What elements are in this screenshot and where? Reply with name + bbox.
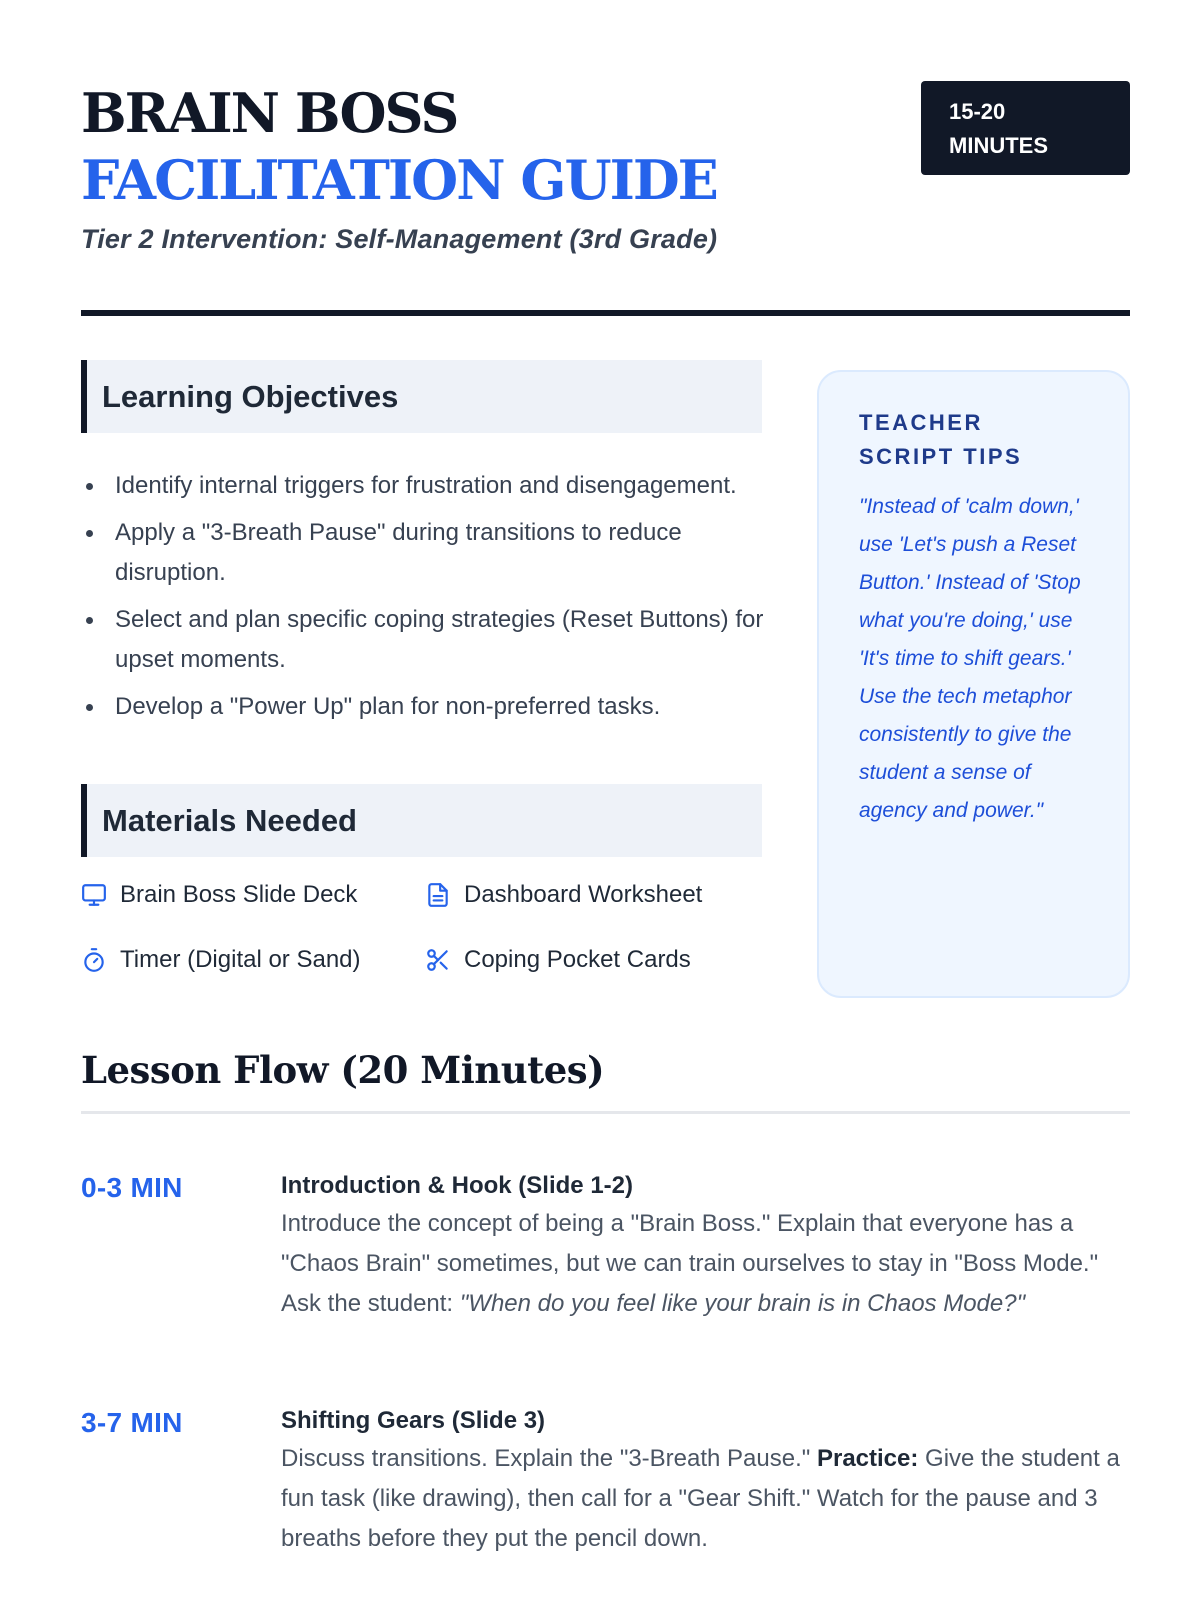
step-quote: "When do you feel like your brain is in Chaos Mode?" <box>459 1290 1026 1317</box>
step-heading: Introduction & Hook (Slide 1-2) <box>281 1172 633 1199</box>
guide-header <box>81 78 1130 314</box>
objective-item: Select and plan specific coping strategies (Reset Buttons) for upset moments. <box>81 600 781 680</box>
objectives-list <box>81 466 781 734</box>
objective-item: Apply a "3-Breath Pause" during transitions to reduce disruption. <box>81 513 781 593</box>
step-time: 0-3 MIN <box>81 1172 183 1203</box>
timer-icon <box>81 947 107 973</box>
page-title <box>81 80 881 214</box>
bullet-icon <box>86 530 93 537</box>
lesson-flow-divider <box>81 1111 1130 1114</box>
objective-item: Identify internal triggers for frustration and disengagement. <box>81 466 781 506</box>
material-item: Brain Boss Slide Deck <box>81 877 357 913</box>
materials-grid <box>81 877 781 1017</box>
scissors-icon <box>425 947 451 973</box>
duration-badge <box>921 81 1130 175</box>
lesson-flow-title: Lesson Flow (20 Minutes) <box>81 1048 605 1092</box>
bullet-icon <box>86 617 93 624</box>
step-description: Introduce the concept of being a "Brain Boss." Explain that everyone has a "Chaos Brain" sometimes, but we can train ourselves to stay in "Boss Mode." Ask the student: "When do you feel like your brain is in Chaos Mode?" <box>281 1210 1099 1317</box>
title-dark: BRAIN BOSS <box>81 81 458 145</box>
material-item: Dashboard Worksheet <box>425 877 702 913</box>
header-divider <box>81 310 1130 316</box>
objectives-heading: Learning Objectives <box>81 360 762 433</box>
bullet-icon <box>86 704 93 711</box>
material-item: Coping Pocket Cards <box>425 942 691 978</box>
duration-value: 15-20 <box>949 99 1006 124</box>
objective-item: Develop a "Power Up" plan for non-preferred tasks. <box>81 687 781 727</box>
title-accent: FACILITATION GUIDE <box>81 148 717 212</box>
step-body <box>281 1403 1130 1559</box>
teacher-tips-card <box>817 370 1130 998</box>
duration-unit: MINUTES <box>949 133 1048 158</box>
document-icon <box>425 882 451 908</box>
tips-text: "Instead of 'calm down,' use 'Let's push a Reset Button.' Instead of 'Stop what you're doing,' use 'It's time to shift gears.' Use the tech metaphor consistently to give the student a sense of agency and power." <box>859 495 1081 822</box>
materials-heading: Materials Needed <box>81 784 762 857</box>
page-subtitle: Tier 2 Intervention: Self-Management (3rd Grade) <box>81 224 718 254</box>
bullet-icon <box>86 483 93 490</box>
step-time: 3-7 MIN <box>81 1407 183 1438</box>
step-body <box>281 1168 1130 1324</box>
step-heading: Shifting Gears (Slide 3) <box>281 1407 546 1434</box>
material-item: Timer (Digital or Sand) <box>81 942 361 978</box>
facilitation-guide-page <box>81 78 1130 1552</box>
step-description: Discuss transitions. Explain the "3-Breath Pause." Practice: Give the student a fun task (like drawing), then call for a "Gear Shift." Watch for the pause and 3 breaths before they put the pencil down. <box>281 1445 1120 1552</box>
tips-title: TEACHER SCRIPT TIPS <box>859 410 1023 469</box>
monitor-icon <box>81 882 107 908</box>
